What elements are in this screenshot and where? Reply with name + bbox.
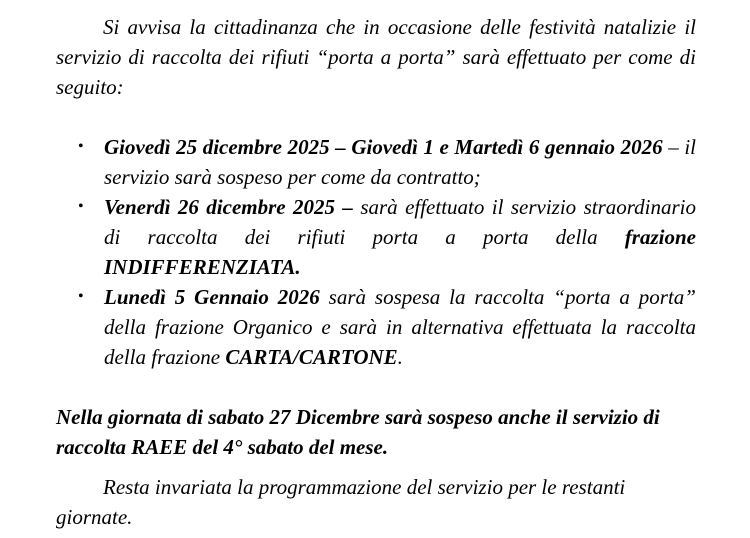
intro-paragraph: Si avvisa la cittadinanza che in occasione delle festività natalizie il servizio di raccolta dei rifiuti “porta a porta” sarà effettuato per come di seguito: <box>56 15 696 99</box>
schedule-item-santo-stefano <box>56 192 696 282</box>
schedule-item-date: Giovedì 25 dicembre 2025 – Giovedì 1 e Martedì 6 gennaio 2026 <box>104 135 663 159</box>
notice-document <box>56 12 696 532</box>
schedule-item-text: – il servizio sarà sospeso per come da contratto; <box>104 135 696 189</box>
bullet-icon: • <box>78 198 84 215</box>
bullet-icon: • <box>78 288 84 305</box>
schedule-item-january-5 <box>56 282 696 372</box>
schedule-item-date: Venerdì 26 dicembre 2025 – <box>104 195 353 219</box>
raee-notice: Nella giornata di sabato 27 Dicembre sarà sospeso anche il servizio di raccolta RAEE del 4° sabato del mese. <box>56 405 660 459</box>
schedule-list <box>56 132 696 372</box>
schedule-item-tail: . <box>397 345 403 369</box>
schedule-item-text: sarà effettuato il servizio straordinario di raccolta dei rifiuti porta a porta della <box>104 195 696 249</box>
schedule-item-fraction: CARTA/CARTONE <box>225 345 398 369</box>
spacer <box>56 102 696 132</box>
schedule-item-date: Lunedì 5 Gennaio 2026 <box>104 285 320 309</box>
schedule-item-text: sarà sospesa la raccolta “porta a porta” della frazione Organico e sarà in alternativa effettuata la raccolta della frazione <box>104 285 696 369</box>
schedule-item-christmas <box>56 132 696 192</box>
bullet-icon: • <box>78 138 84 155</box>
closing-paragraph: Resta invariata la programmazione del servizio per le restanti giornate. <box>56 475 626 529</box>
schedule-item-fraction: frazione INDIFFERENZIATA. <box>104 225 696 279</box>
